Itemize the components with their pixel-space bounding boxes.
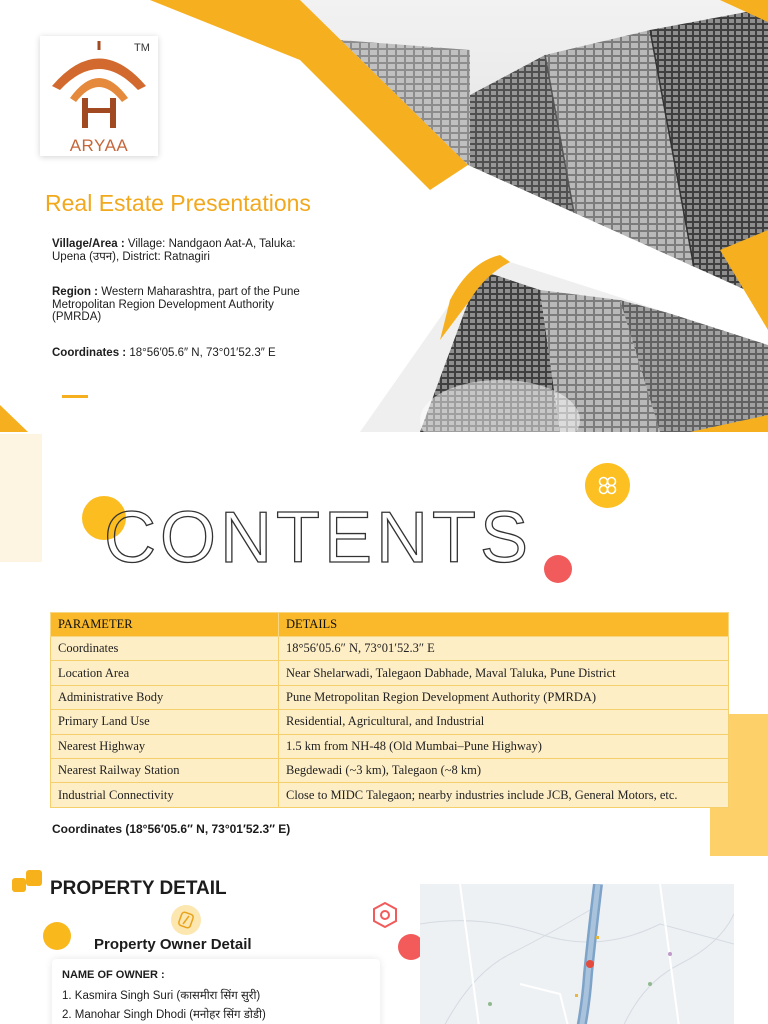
village-area-info	[52, 238, 322, 263]
aryaa-logo	[40, 36, 158, 156]
region-value: Western Maharashtra, part of the Pune Metropolitan Region Development Authority (PMRDA)	[52, 286, 300, 323]
table-cell: Residential, Agricultural, and Industrial	[279, 710, 729, 734]
coordinates-label: Coordinates :	[52, 347, 130, 359]
table-cell: Begdewadi (~3 km), Talegaon (~8 km)	[279, 758, 729, 782]
location-map	[420, 884, 734, 1024]
clover-icon	[585, 463, 630, 508]
table-cell: Nearest Highway	[51, 734, 279, 758]
table-row	[51, 710, 729, 734]
table-cell: 1.5 km from NH-48 (Old Mumbai–Pune Highway)	[279, 734, 729, 758]
table-row	[51, 637, 729, 661]
table-header-row	[51, 613, 729, 637]
table-row	[51, 758, 729, 782]
region-label: Region :	[52, 286, 102, 298]
property-detail-title: PROPERTY DETAIL	[50, 878, 227, 899]
region-info	[52, 286, 322, 324]
parameter-table	[50, 612, 729, 808]
header-parameter: PARAMETER	[51, 613, 279, 637]
logo-wordmark: ARYAA	[69, 136, 129, 155]
table-cell: Industrial Connectivity	[51, 783, 279, 807]
table-row	[51, 685, 729, 709]
accent-dash	[62, 395, 88, 398]
property-detail-slide	[0, 856, 768, 1024]
coordinates-info	[52, 347, 352, 360]
owner-heading: Property Owner Detail	[94, 936, 252, 953]
decor-pale-rect	[0, 434, 42, 562]
hexagon-icon	[370, 900, 400, 930]
contents-slide	[0, 432, 768, 856]
table-row	[51, 661, 729, 685]
table-cell: Primary Land Use	[51, 710, 279, 734]
table-cell: Coordinates	[51, 637, 279, 661]
header-details: DETAILS	[279, 613, 729, 637]
decor-square	[12, 878, 26, 892]
edit-icon	[171, 905, 201, 935]
contents-title-text: CONTENTS	[104, 498, 532, 574]
table-cell: Pune Metropolitan Region Development Authority (PMRDA)	[279, 685, 729, 709]
owner-name: 2. Manohar Singh Dhodi (मनोहर सिंग डोडी)	[62, 1009, 266, 1021]
table-cell: Location Area	[51, 661, 279, 685]
trademark-symbol: TM	[134, 42, 150, 54]
table-cell: Administrative Body	[51, 685, 279, 709]
table-cell: 18°56′05.6″ N, 73°01′52.3″ E	[279, 637, 729, 661]
coordinates-value: 18°56′05.6″ N, 73°01′52.3″ E	[129, 347, 276, 359]
map-pin-icon	[586, 960, 594, 968]
table-cell: Nearest Railway Station	[51, 758, 279, 782]
table-cell: Close to MIDC Talegaon; nearby industries include JCB, General Motors, etc.	[279, 783, 729, 807]
village-value: Village: Nandgaon Aat-A, Taluka: Upena (उपन), District: Ratnagiri	[52, 238, 296, 263]
table-row	[51, 734, 729, 758]
decor-square	[26, 870, 42, 886]
presentation-title: Real Estate Presentations	[45, 190, 311, 216]
table-cell: Near Shelarwadi, Talegaon Dabhade, Maval Taluka, Pune District	[279, 661, 729, 685]
table-footnote: Coordinates (18°56′05.6″ N, 73°01′52.3″ E)	[52, 822, 291, 836]
title-slide	[0, 0, 768, 432]
village-label: Village/Area :	[52, 238, 128, 250]
owner-card	[52, 959, 380, 1024]
table-row	[51, 783, 729, 807]
owner-label: NAME OF OWNER :	[62, 969, 165, 981]
decor-yellow-dot	[43, 922, 71, 950]
decor-red-dot	[544, 555, 572, 583]
contents-heading	[104, 494, 544, 574]
owner-name: 1. Kasmira Singh Suri (कासमीरा सिंग सुरी)	[62, 990, 261, 1002]
